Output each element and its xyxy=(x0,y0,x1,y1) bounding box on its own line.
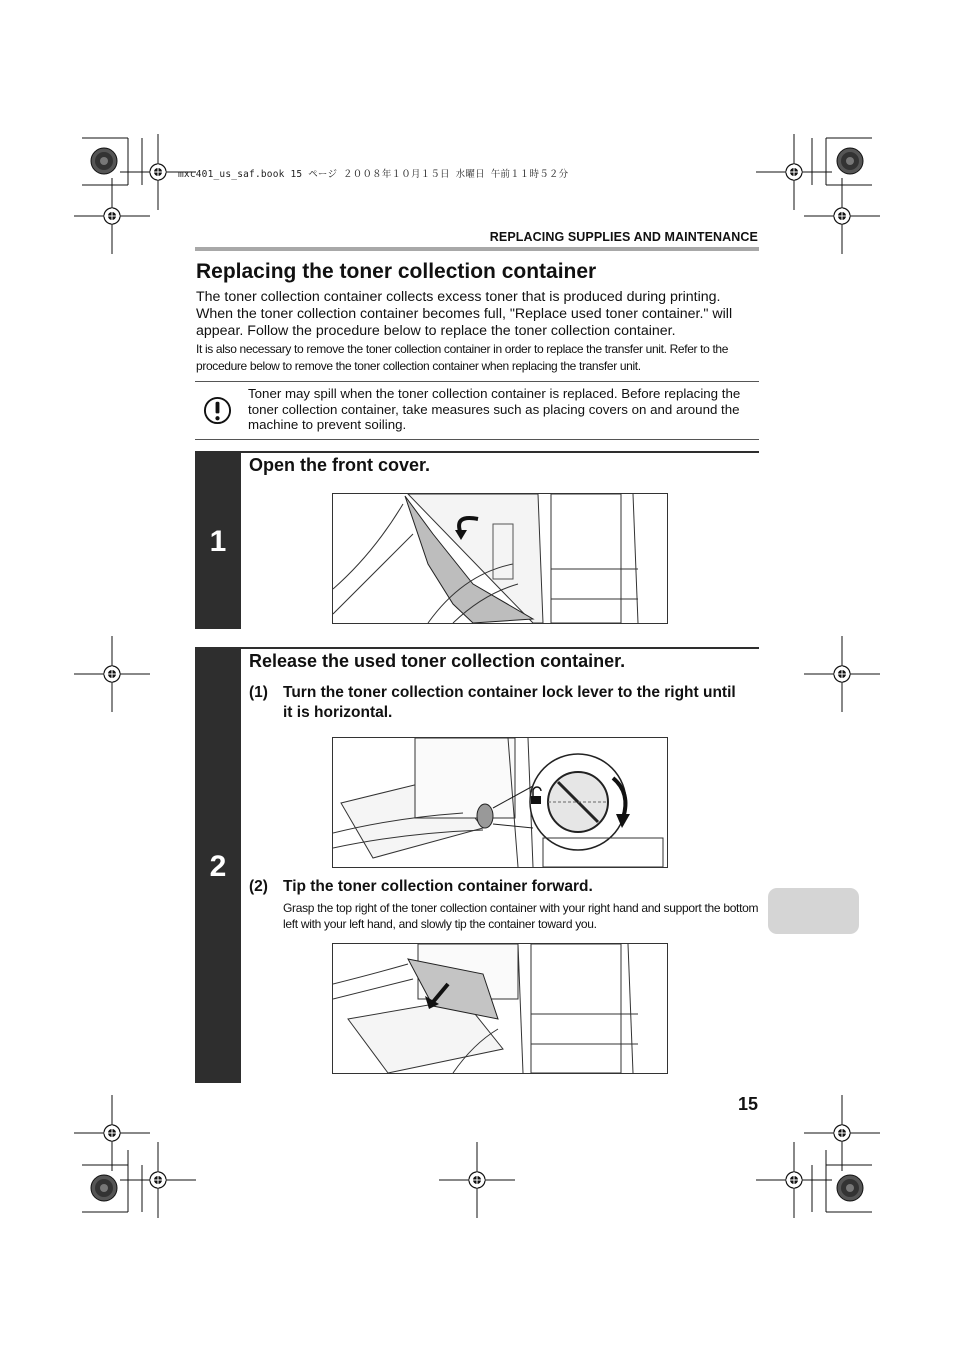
step-1-rule xyxy=(241,451,759,453)
step-2-title: Release the used toner collection container. xyxy=(249,651,626,671)
substep-2-detail: Grasp the top right of the toner collection container with your right hand and support the bottom left with your left hand, and slowly tip the container toward you. xyxy=(283,901,759,931)
step-1-title: Open the front cover. xyxy=(249,455,431,475)
step-2-number: 2 xyxy=(209,850,227,883)
section-header: REPLACING SUPPLIES AND MAINTENANCE xyxy=(489,230,758,244)
chapter-tab xyxy=(768,888,859,934)
page-number: 15 xyxy=(737,1094,758,1114)
caution-icon xyxy=(203,396,232,425)
caution-box xyxy=(195,381,759,440)
open-front-cover-illustration xyxy=(332,493,668,624)
substep-1-text: Turn the toner collection container lock lever to the right until it is horizontal. xyxy=(283,684,736,721)
print-header: mxc401_us_saf.book 15 ページ ２００８年１０月１５日 水曜日 午前１１時５２分 xyxy=(178,169,569,180)
header-rule xyxy=(195,247,759,251)
step-2-rule xyxy=(241,647,759,649)
step-1-number: 1 xyxy=(209,525,227,558)
page-title: Replacing the toner collection container xyxy=(196,260,597,283)
caution-text: Toner may spill when the toner collection container is replaced. Before replacing the toner collection container, take measures such as placing covers on and around the machine to prevent soiling. xyxy=(248,386,741,433)
step-1-bar xyxy=(195,451,241,629)
step-2-bar xyxy=(195,647,241,1083)
substep-2-number: (2) xyxy=(249,878,268,895)
lock-lever-illustration xyxy=(332,737,668,868)
substep-2-text: Tip the toner collection container forward. xyxy=(283,878,593,895)
tip-container-illustration xyxy=(332,943,668,1074)
intro-paragraph: The toner collection container collects excess toner that is produced during printing. When the toner collection container becomes full, "Replace used toner container." will appear. Follow the procedure below to replace the toner collection container. xyxy=(196,289,733,339)
substep-1-number: (1) xyxy=(249,684,268,701)
intro-note: It is also necessary to remove the toner collection container in order to replace the transfer unit. Refer to the procedure below to remove the toner collection container when replacing the transfer unit. xyxy=(196,342,729,373)
